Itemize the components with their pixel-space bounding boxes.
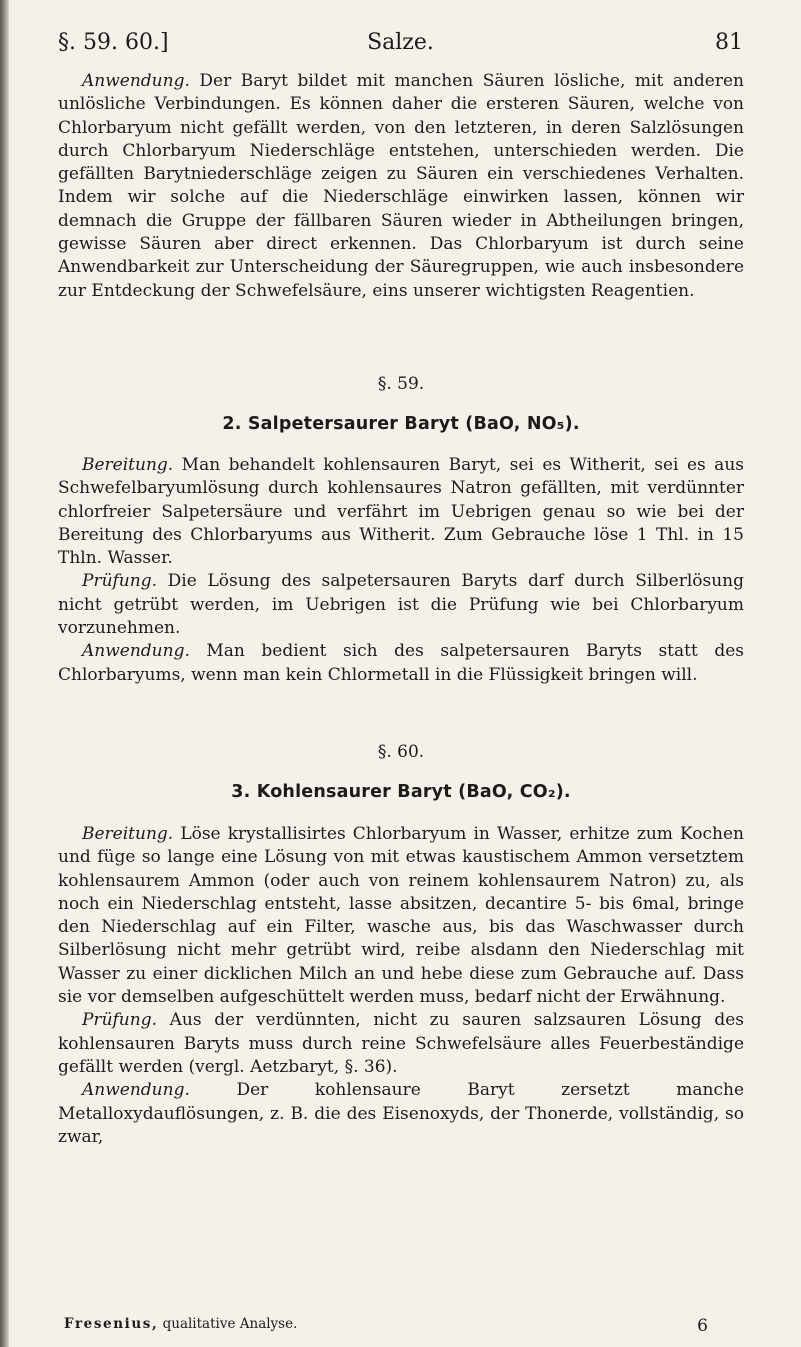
paragraph-text: Man bedient sich des salpetersauren Baryts statt des Chlorbaryums, wenn man kein Chlormetall in die Flüssigkeit bringen will. bbox=[58, 641, 744, 685]
paragraph-anwendung-chlorbaryum bbox=[58, 70, 744, 303]
paragraph-anwendung bbox=[58, 1079, 744, 1149]
paragraph-label: Prüfung. bbox=[82, 1010, 157, 1031]
paragraph-label: Anwendung. bbox=[82, 1080, 190, 1101]
paragraph-label: Bereitung. bbox=[82, 455, 174, 475]
paragraph-anwendung bbox=[58, 640, 744, 687]
paragraph-pruefung bbox=[58, 1009, 744, 1079]
paragraph-text: Die Lösung des salpetersauren Baryts darf durch Silberlösung nicht getrübt werden, im Uebrigen ist die Prüfung wie bei Chlorbaryum vorzunehmen. bbox=[58, 571, 744, 639]
paragraph-bereitung bbox=[58, 823, 744, 1009]
header-title: Salze. bbox=[367, 30, 434, 55]
paragraph-label: Anwendung. bbox=[82, 641, 190, 662]
page-binding-edge bbox=[0, 0, 9, 1347]
paragraph-text: Aus der verdünnten, nicht zu sauren salzsauren Lösung des kohlensauren Baryts muss durch reine Schwefelsäure alles Feuerbeständige gefällt werden (vergl. Aetzbaryt, §. 36). bbox=[58, 1010, 744, 1077]
signature-mark: 6 bbox=[697, 1316, 708, 1336]
paragraph-label: Bereitung. bbox=[82, 824, 174, 844]
running-header bbox=[58, 30, 743, 60]
paragraph-text: Man behandelt kohlensauren Baryt, sei es Witherit, sei es aus Schwefelbaryumlösung durch kohlensaures Natron gefällten, mit verdünnter chlorfreier Salpetersäure und verfährt im Uebrigen genau so wie bei der Bereitung des Chlorbaryums aus Witherit. Zum Gebrauche löse 1 Thl. in 15 Thln. Wasser. bbox=[58, 455, 744, 569]
footer-work: qualitative Analyse. bbox=[158, 1316, 298, 1332]
section-59-body bbox=[58, 454, 744, 687]
section-number-59: §. 59. bbox=[377, 374, 425, 394]
section-title-salpetersaurer-baryt: 2. Salpetersaurer Baryt (BaO, NO₅). bbox=[222, 414, 580, 434]
page-footer bbox=[64, 1316, 708, 1338]
footer-author: Fresenius, bbox=[64, 1316, 159, 1332]
paragraph-label: Anwendung. bbox=[82, 71, 190, 91]
section-number-60: §. 60. bbox=[377, 742, 425, 762]
paragraph-bereitung bbox=[58, 454, 744, 570]
paragraph-text: Der Baryt bildet mit manchen Säuren lösliche, mit anderen unlösliche Verbindungen. Es können daher die ersteren Säuren, welche von Chlorbaryum nicht gefällt werden, von den letzteren, in deren Salzlösungen durch Chlorbaryum Niederschläge entstehen, unterschieden werden. Die gefällten Barytniederschläge zeigen zu Säuren ein verschiedenes Verhalten. Indem wir solche auf die Niederschläge einwirken lassen, können wir demnach die Gruppe der fällbaren Säuren wieder in Abtheilungen bringen, gewisse Säuren aber direct erkennen. Das Chlorbaryum ist durch seine Anwendbarkeit zur Unterscheidung der Säuregruppen, wie auch insbesondere zur Entdeckung der Schwefelsäure, eins unserer wichtigsten Reagentien. bbox=[58, 71, 744, 301]
paragraph-text: Löse krystallisirtes Chlorbaryum in Wasser, erhitze zum Kochen und füge so lange eine Lösung von mit etwas kaustischem Ammon versetztem kohlensaurem Ammon (oder auch von reinem kohlensaurem Natron) zu, als noch ein Niederschlag entsteht, lasse absitzen, decantire 5- bis 6mal, bringe den Niederschlag auf ein Filter, wasche aus, bis das Waschwasser durch Silberlösung nicht mehr getrübt wird, reibe alsdann den Niederschlag mit Wasser zu einer dicklichen Milch an und hebe diese zum Gebrauche auf. Dass sie vor demselben aufgeschüttelt werden muss, bedarf nicht der Erwähnung. bbox=[58, 824, 744, 1008]
page-number: 81 bbox=[715, 30, 743, 55]
paragraph-pruefung bbox=[58, 570, 744, 640]
paragraph-label: Prüfung. bbox=[82, 571, 157, 592]
section-title-kohlensaurer-baryt: 3. Kohlensaurer Baryt (BaO, CO₂). bbox=[231, 782, 571, 802]
section-60-body bbox=[58, 823, 744, 1149]
paragraph-text: Der kohlensaure Baryt zersetzt manche Metalloxydauflösungen, z. B. die des Eisenoxyds, der Thonerde, vollständig, so zwar, bbox=[58, 1080, 744, 1147]
header-sections: §. 59. 60.] bbox=[58, 30, 169, 55]
